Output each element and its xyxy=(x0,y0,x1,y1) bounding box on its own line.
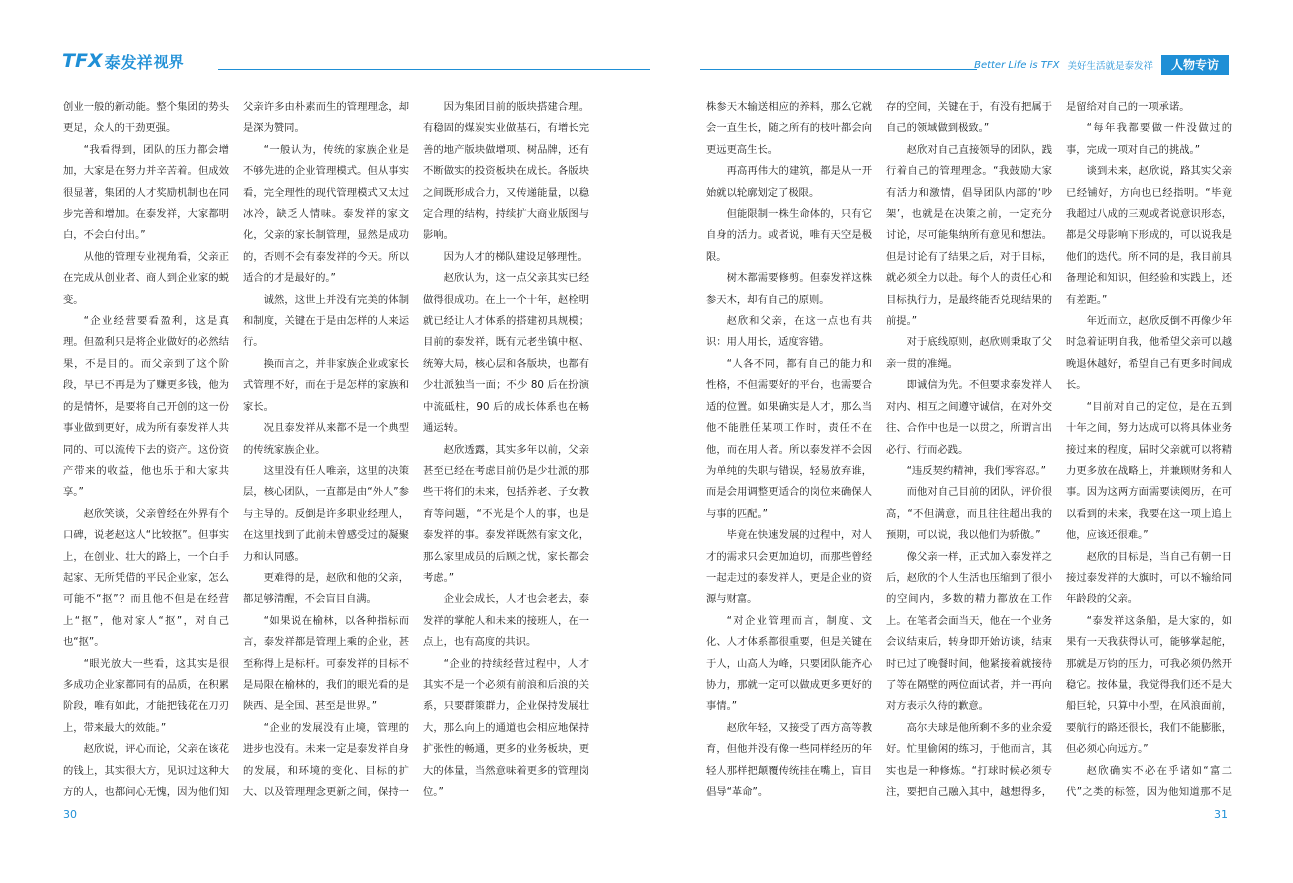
paragraph: 高尔夫球是他所剩不多的业余爱好。忙里偷闲的练习，于他而言，其实也是一种修炼。“打球时候必须专注，要把自己融入其中，越想得多， xyxy=(886,721,1052,797)
paragraph: 因为集团目前的版块搭建合理。有稳固的煤炭实业做基石，有增长完善的地产版块做增项、树品牌，还有不断做实的投资板块在成长。各版块之间既形成合力，又传递能量，以稳定合理的结构，持续扩大商业版图与影响。 xyxy=(423,101,589,242)
page-number-right: 31 xyxy=(1214,808,1228,821)
paragraph: 而他对自己目前的团队，评价很高，“不但满意，而且往往超出我的预期，可以说，我以他们为骄傲。” xyxy=(886,486,1052,542)
text-column-1 xyxy=(63,97,229,797)
paragraph: 年近而立，赵欣反倒不再像少年时急着证明自我，他希望父亲可以越晚退休越好，希望自己有更多时间成长。 xyxy=(1066,315,1232,392)
paragraph: “违反契约精神，我们零容忍。” xyxy=(906,464,1046,477)
paragraph: 更难得的是，赵欣和他的父亲，都足够清醒，不会盲目自满。 xyxy=(243,571,409,606)
paragraph: 株参天木输送相应的养料，那么它就会一直生长，随之所有的枝叶都会向更远更高生长。 xyxy=(706,101,872,156)
paragraph: 赵欣的目标是，当自己有朝一日接过泰发祥的大旗时，可以不输给同年龄段的父亲。 xyxy=(1066,550,1232,606)
logo-brand-name: 泰发祥 xyxy=(104,52,153,72)
paragraph: “企业经营要看盈利，这是真理。但盈利只是将企业做好的必然结果，不是目的。而父亲到了这个阶段，早已不再是为了赚更多钱，他为的是情怀，是要将自己开创的这一份事业做到更好，成为所有泰发祥人共同的、可以流传下去的资产。这份资产带来的收益，他也乐于和大家共享。” xyxy=(63,315,229,499)
paragraph: 因为人才的梯队建设足够理性。 xyxy=(443,250,588,263)
paragraph: “泰发祥这条船，是大家的，如果有一天我获得认可，能够掌起舵，那就是万钧的压力，可我必须仍然开稳它。按体量，我觉得我们还不是大船巨轮，只算中小型，在风浪面前，要航行的路还很长，我们不能膨胀，但必须心向远方。” xyxy=(1066,614,1232,756)
paragraph: 创业一般的新动能。整个集团的势头更足，众人的干劲更强。 xyxy=(63,101,229,135)
text-column-6 xyxy=(1066,97,1232,797)
paragraph: “人各不同，都有自己的能力和性格，不但需要好的平台，也需要合适的位置。如果确实是人才，那么当他不能胜任某项工作时，责任不在他，而在用人者。所以泰发祥不会因为单纯的失职与错误，轻易放弃谁，而是会用调整更适合的岗位来确保人与事的匹配。” xyxy=(706,357,872,520)
paragraph: “对企业管理而言，制度、文化、人才体系都很重要，但是关键在于人，山高人为峰，只要团队能齐心协力，那就一定可以做成更多更好的事情。” xyxy=(706,614,872,713)
paragraph: 即诚信为先。不但要求泰发祥人对内、相互之间遵守诚信，在对外交往、合作中也是一以贯之，所谓言出必行、行而必践。 xyxy=(886,379,1052,456)
text-column-4 xyxy=(706,97,872,797)
tfx-logo xyxy=(62,51,184,71)
paragraph: 赵欣和父亲，在这一点也有共识：用人用长，适度容错。 xyxy=(706,315,872,349)
paragraph: 赵欣笑谈，父亲曾经在外界有个口碑，说老赵这人“比较抠”。但事实上，在创业、壮大的路上，一个白手起家、无所凭借的平民企业家，怎么可能不“抠”？而且他不但是在经营上“抠”，他对家人“抠”，对自己也“抠”。 xyxy=(63,507,229,649)
paragraph: 再高再伟大的建筑，都是从一开始就以轮廓划定了极限。 xyxy=(706,165,872,199)
paragraph: 企业会成长，人才也会老去，泰发祥的掌舵人和未来的接班人，在一点上，也有高度的共识。 xyxy=(423,593,589,649)
paragraph: 但能限制一株生命体的，只有它自身的活力。或者说，唯有天空是极限。 xyxy=(706,208,872,263)
paragraph: “一般认为，传统的家族企业是不够先进的企业管理模式。但从事实看，完全理性的现代管理模式又太过冰冷，缺乏人情味。泰发祥的家文化，父亲的家长制管理，显然是成功的，否则不会有泰发祥的今天。所以适合的才是最好的。” xyxy=(243,143,409,285)
text-column-3 xyxy=(423,97,589,797)
header-right xyxy=(974,55,1229,75)
logo-vision: 视界 xyxy=(153,52,184,71)
paragraph: 赵欣对自己直接领导的团队，践行着自己的管理理念。“我鼓励大家有活力和激情，倡导团队内部的‘吵架’，也就是在决策之前，一定充分讨论，尽可能集纳所有意见和想法。但是讨论有了结果之后，对于目标，就必须全力以赴。每个人的责任心和目标执行力，是最终能否兑现结果的前提。” xyxy=(886,143,1052,328)
text-column-5 xyxy=(886,97,1052,797)
paragraph: 存的空间，关键在于，有没有把属于自己的领域做到极致。” xyxy=(886,101,1052,135)
paragraph: 况且泰发祥从来都不是一个典型的传统家族企业。 xyxy=(243,422,409,456)
paragraph: “如果说在榆林，以各种指标而言，泰发祥都是管理上乘的企业，甚至称得上是标杆。可泰发祥的目标不是局限在榆林的，我们的眼光看的是陕西、是全国、甚至是世界。” xyxy=(243,614,409,713)
paragraph: “企业的持续经营过程中，人才其实不是一个必须有前浪和后浪的关系，只要群策群力，企业保持发展壮大，那么向上的通道也会相应地保持扩张性的畅通，更多的业务板块，更大的体量，当然意味着更多的管理岗位。” xyxy=(423,657,589,797)
page-number-left: 30 xyxy=(63,808,77,821)
slogan-chinese: 美好生活就是泰发祥 xyxy=(1067,61,1153,72)
paragraph: 换而言之，并非家族企业或家长式管理不好，而在于是怎样的家族和家长。 xyxy=(243,357,409,413)
logo-latin: TFX xyxy=(62,50,103,72)
paragraph: 赵欣年轻，又接受了西方高等教育，但他并没有像一些同样经历的年轻人那样把颠覆传统挂在嘴上，盲目倡导“革命”。 xyxy=(706,721,872,797)
header-rule-left xyxy=(218,69,650,70)
paragraph: “企业的发展没有止境，管理的进步也没有。未来一定是泰发祥自身的发展，和环境的变化、目标的扩大、以及管理理念更新之间，保持一 xyxy=(243,721,409,797)
slogan-english: Better Life is TFX xyxy=(974,59,1060,71)
paragraph: 毕竟在快速发展的过程中，对人才的需求只会更加迫切，而那些曾经一起走过的泰发祥人，更是企业的资源与财富。 xyxy=(706,529,872,606)
paragraph: 父亲许多由朴素而生的管理理念，却是深为赞同。 xyxy=(243,101,409,135)
paragraph: “我看得到，团队的压力都会增加，大家是在努力并辛苦着。但成效很显著，集团的人才奖励机制也在同步完善和增加。在泰发祥，大家都明白，不会白付出。” xyxy=(63,143,229,242)
paragraph: 像父亲一样，正式加入泰发祥之后，赵欣的个人生活也压缩到了很小的空间内，多数的精力都放在工作上。在笔者会面当天，他在一个业务会议结束后，转身即开始访谈，结束时已过了晚餐时间，他紧接着就接待了等在隔壁的两位面试者，并一再向对方表示久待的歉意。 xyxy=(886,550,1052,713)
paragraph: 赵欣透露，其实多年以前，父亲甚至已经在考虑目前仍是少壮派的那些干将们的未来，包括养老、子女教育等问题，“不光是个人的事，也是泰发祥的事。泰发祥既然有家文化，那么家里成员的后顾之忧，家长都会考虑。” xyxy=(423,443,589,584)
paragraph: 从他的管理专业视角看，父亲正在完成从创业者、商人到企业家的蜕变。 xyxy=(63,250,229,306)
paragraph: 赵欣确实不必在乎诸如“富二代”之类的标签，因为他知道那不足 xyxy=(1066,764,1232,797)
paragraph: “目前对自己的定位，是在五到十年之间，努力达成可以将具体业务接过来的程度，届时父亲就可以将精力更多放在战略上，并兼顾财务和人事。因为这两方面需要读阅历，在可以看到的未来，我要在这一项上追上他，应该还很难。” xyxy=(1066,400,1232,542)
paragraph: 谈到未来，赵欣说，路其实父亲已经铺好，方向也已经指明。“毕竟我超过八成的三观或者说意识形态，都是父母影响下形成的，可以说我是他们的迭代。所不同的是，我目前具备理论和知识，但经验和实践上，还有差距。” xyxy=(1066,165,1232,306)
paragraph: 对于底线原则，赵欣则秉取了父亲一贯的准绳。 xyxy=(886,336,1052,370)
header-rule-right xyxy=(700,69,977,70)
text-column-2 xyxy=(243,97,409,797)
paragraph: 赵欣说，评心而论，父亲在该花的钱上，其实很大方，见识过这种大方的人，也都问心无愧，因为他们知 xyxy=(63,743,229,797)
paragraph: “每年我都要做一件没做过的事，完成一项对自己的挑战。” xyxy=(1066,122,1232,156)
paragraph: 是留给对自己的一项承诺。 xyxy=(1066,101,1190,113)
paragraph: 诚然，这世上并没有完美的体制和制度，关键在于是由怎样的人来运行。 xyxy=(243,293,409,349)
paragraph: 赵欣认为，这一点父亲其实已经做得很成功。在上一个十年，赵栓明就已经让人才体系的搭建初具规模；目前的泰发祥，既有元老坐镇中枢、统筹大局，核心层和各版块，也都有少壮派独当一面；不少 80 后在扮演中流砥柱，90 后的成长体系也在畅通运转。 xyxy=(423,272,589,435)
section-tag: 人物专访 xyxy=(1161,55,1229,75)
paragraph: 这里没有任人唯亲，这里的决策层，核心团队，一直都是由“外人”参与主导的。反倒是许多职业经理人，在这里找到了此前未曾感受过的凝聚力和认同感。 xyxy=(243,464,409,563)
paragraph: 树木都需要修剪。但泰发祥这株参天木，却有自己的原则。 xyxy=(706,272,872,306)
paragraph: “眼光放大一些看，这其实是很多成功企业家都同有的品质，在积累阶段，唯有如此，才能把钱花在刀刃上，带来最大的效能。” xyxy=(63,657,229,734)
